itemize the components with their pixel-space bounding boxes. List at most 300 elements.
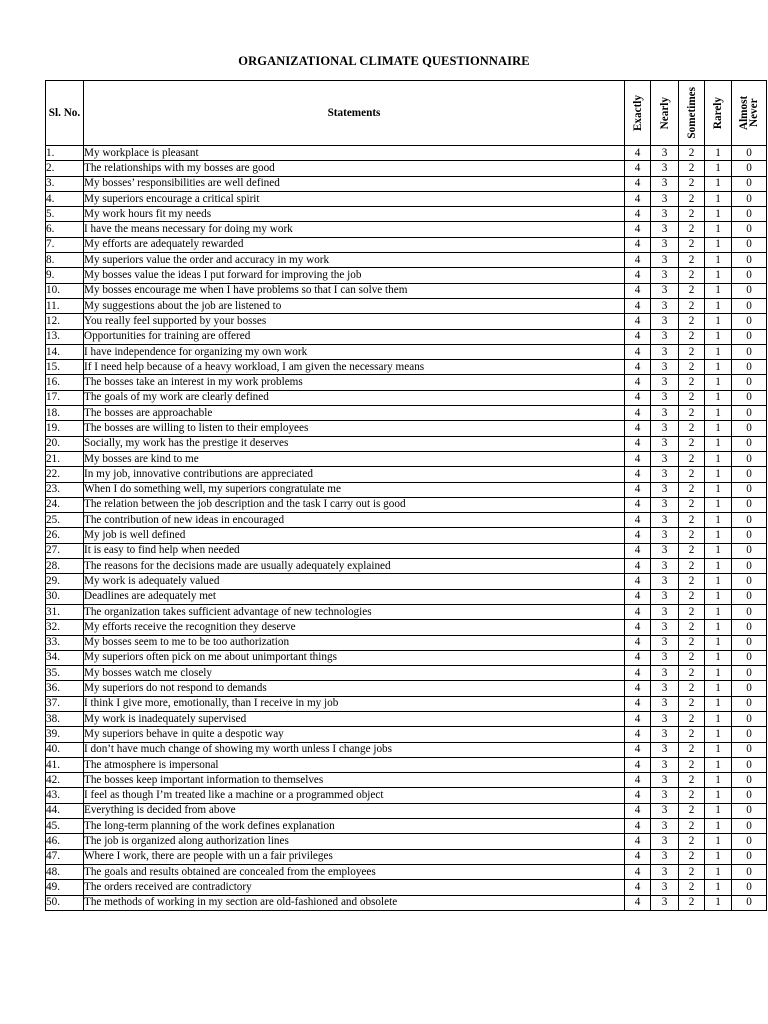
score-almost-never: 0 bbox=[732, 864, 767, 879]
score-sometimes: 2 bbox=[679, 895, 705, 910]
score-almost-never: 0 bbox=[732, 467, 767, 482]
score-rarely: 1 bbox=[705, 681, 732, 696]
table-row bbox=[46, 161, 767, 176]
score-nearly: 3 bbox=[651, 390, 679, 405]
statement-text: Socially, my work has the prestige it deserves bbox=[84, 436, 625, 451]
table-row bbox=[46, 727, 767, 742]
score-nearly: 3 bbox=[651, 482, 679, 497]
table-row bbox=[46, 681, 767, 696]
statement-text: Where I work, there are people with un a fair privileges bbox=[84, 849, 625, 864]
score-nearly: 3 bbox=[651, 191, 679, 206]
statement-text: You really feel supported by your bosses bbox=[84, 314, 625, 329]
score-sometimes: 2 bbox=[679, 283, 705, 298]
row-number: 38. bbox=[46, 711, 84, 726]
score-sometimes: 2 bbox=[679, 696, 705, 711]
option-header-almost-never: Almost Never bbox=[732, 81, 767, 146]
score-almost-never: 0 bbox=[732, 773, 767, 788]
score-rarely: 1 bbox=[705, 161, 732, 176]
statement-text: The bosses are approachable bbox=[84, 406, 625, 421]
statement-text: Everything is decided from above bbox=[84, 803, 625, 818]
row-number: 21. bbox=[46, 451, 84, 466]
score-exactly: 4 bbox=[625, 467, 651, 482]
score-exactly: 4 bbox=[625, 574, 651, 589]
statement-text: I feel as though I’m treated like a machine or a programmed object bbox=[84, 788, 625, 803]
score-sometimes: 2 bbox=[679, 268, 705, 283]
sl-no-header: Sl. No. bbox=[46, 81, 84, 146]
score-rarely: 1 bbox=[705, 513, 732, 528]
score-sometimes: 2 bbox=[679, 834, 705, 849]
statement-text: The atmosphere is impersonal bbox=[84, 757, 625, 772]
score-rarely: 1 bbox=[705, 390, 732, 405]
page-title: ORGANIZATIONAL CLIMATE QUESTIONNAIRE bbox=[238, 54, 530, 68]
score-almost-never: 0 bbox=[732, 635, 767, 650]
row-number: 12. bbox=[46, 314, 84, 329]
score-rarely: 1 bbox=[705, 421, 732, 436]
row-number: 25. bbox=[46, 513, 84, 528]
table-row bbox=[46, 482, 767, 497]
score-sometimes: 2 bbox=[679, 880, 705, 895]
row-number: 28. bbox=[46, 559, 84, 574]
score-almost-never: 0 bbox=[732, 711, 767, 726]
score-sometimes: 2 bbox=[679, 513, 705, 528]
score-rarely: 1 bbox=[705, 880, 732, 895]
row-number: 8. bbox=[46, 253, 84, 268]
score-rarely: 1 bbox=[705, 819, 732, 834]
score-nearly: 3 bbox=[651, 513, 679, 528]
score-nearly: 3 bbox=[651, 773, 679, 788]
score-rarely: 1 bbox=[705, 436, 732, 451]
row-number: 36. bbox=[46, 681, 84, 696]
score-nearly: 3 bbox=[651, 589, 679, 604]
score-nearly: 3 bbox=[651, 161, 679, 176]
score-sometimes: 2 bbox=[679, 589, 705, 604]
score-sometimes: 2 bbox=[679, 788, 705, 803]
score-exactly: 4 bbox=[625, 283, 651, 298]
score-nearly: 3 bbox=[651, 344, 679, 359]
score-almost-never: 0 bbox=[732, 681, 767, 696]
statement-text: Deadlines are adequately met bbox=[84, 589, 625, 604]
row-number: 26. bbox=[46, 528, 84, 543]
score-almost-never: 0 bbox=[732, 849, 767, 864]
score-almost-never: 0 bbox=[732, 742, 767, 757]
row-number: 47. bbox=[46, 849, 84, 864]
score-almost-never: 0 bbox=[732, 666, 767, 681]
score-nearly: 3 bbox=[651, 849, 679, 864]
option-header-exactly: Exactly bbox=[625, 81, 651, 146]
score-almost-never: 0 bbox=[732, 696, 767, 711]
score-sometimes: 2 bbox=[679, 681, 705, 696]
score-exactly: 4 bbox=[625, 696, 651, 711]
score-almost-never: 0 bbox=[732, 834, 767, 849]
row-number: 4. bbox=[46, 191, 84, 206]
row-number: 22. bbox=[46, 467, 84, 482]
score-rarely: 1 bbox=[705, 191, 732, 206]
row-number: 24. bbox=[46, 497, 84, 512]
score-exactly: 4 bbox=[625, 329, 651, 344]
statement-text: I think I give more, emotionally, than I receive in my job bbox=[84, 696, 625, 711]
score-rarely: 1 bbox=[705, 222, 732, 237]
statement-text: When I do something well, my superiors congratulate me bbox=[84, 482, 625, 497]
score-almost-never: 0 bbox=[732, 161, 767, 176]
statement-text: My job is well defined bbox=[84, 528, 625, 543]
score-exactly: 4 bbox=[625, 880, 651, 895]
row-number: 17. bbox=[46, 390, 84, 405]
score-sometimes: 2 bbox=[679, 604, 705, 619]
table-row bbox=[46, 421, 767, 436]
score-rarely: 1 bbox=[705, 237, 732, 252]
score-nearly: 3 bbox=[651, 696, 679, 711]
table-row bbox=[46, 757, 767, 772]
score-sometimes: 2 bbox=[679, 406, 705, 421]
score-rarely: 1 bbox=[705, 742, 732, 757]
score-almost-never: 0 bbox=[732, 513, 767, 528]
score-sometimes: 2 bbox=[679, 497, 705, 512]
row-number: 16. bbox=[46, 375, 84, 390]
statement-text: In my job, innovative contributions are appreciated bbox=[84, 467, 625, 482]
score-almost-never: 0 bbox=[732, 344, 767, 359]
score-sometimes: 2 bbox=[679, 222, 705, 237]
row-number: 33. bbox=[46, 635, 84, 650]
score-sometimes: 2 bbox=[679, 528, 705, 543]
score-exactly: 4 bbox=[625, 834, 651, 849]
score-rarely: 1 bbox=[705, 666, 732, 681]
score-almost-never: 0 bbox=[732, 375, 767, 390]
table-row bbox=[46, 467, 767, 482]
score-exactly: 4 bbox=[625, 298, 651, 313]
score-sometimes: 2 bbox=[679, 161, 705, 176]
table-row bbox=[46, 207, 767, 222]
score-nearly: 3 bbox=[651, 283, 679, 298]
row-number: 43. bbox=[46, 788, 84, 803]
score-rarely: 1 bbox=[705, 406, 732, 421]
table-row bbox=[46, 559, 767, 574]
row-number: 32. bbox=[46, 620, 84, 635]
score-exactly: 4 bbox=[625, 161, 651, 176]
score-exactly: 4 bbox=[625, 451, 651, 466]
score-sometimes: 2 bbox=[679, 390, 705, 405]
score-sometimes: 2 bbox=[679, 436, 705, 451]
table-row bbox=[46, 283, 767, 298]
table-row bbox=[46, 237, 767, 252]
row-number: 9. bbox=[46, 268, 84, 283]
score-nearly: 3 bbox=[651, 298, 679, 313]
score-rarely: 1 bbox=[705, 589, 732, 604]
score-rarely: 1 bbox=[705, 298, 732, 313]
score-sometimes: 2 bbox=[679, 375, 705, 390]
score-nearly: 3 bbox=[651, 222, 679, 237]
score-rarely: 1 bbox=[705, 497, 732, 512]
score-exactly: 4 bbox=[625, 482, 651, 497]
statement-text: My bosses seem to me to be too authorization bbox=[84, 635, 625, 650]
table-row bbox=[46, 788, 767, 803]
score-nearly: 3 bbox=[651, 604, 679, 619]
score-sometimes: 2 bbox=[679, 237, 705, 252]
score-exactly: 4 bbox=[625, 222, 651, 237]
score-nearly: 3 bbox=[651, 268, 679, 283]
table-row bbox=[46, 528, 767, 543]
score-rarely: 1 bbox=[705, 803, 732, 818]
score-nearly: 3 bbox=[651, 574, 679, 589]
table-row bbox=[46, 650, 767, 665]
statement-text: The relation between the job description and the task I carry out is good bbox=[84, 497, 625, 512]
score-sometimes: 2 bbox=[679, 650, 705, 665]
score-rarely: 1 bbox=[705, 207, 732, 222]
score-sometimes: 2 bbox=[679, 360, 705, 375]
row-number: 30. bbox=[46, 589, 84, 604]
option-header-rarely: Rarely bbox=[705, 81, 732, 146]
statement-text: The contribution of new ideas in encouraged bbox=[84, 513, 625, 528]
score-nearly: 3 bbox=[651, 543, 679, 558]
score-nearly: 3 bbox=[651, 253, 679, 268]
score-nearly: 3 bbox=[651, 819, 679, 834]
score-sometimes: 2 bbox=[679, 482, 705, 497]
row-number: 18. bbox=[46, 406, 84, 421]
score-rarely: 1 bbox=[705, 574, 732, 589]
score-almost-never: 0 bbox=[732, 757, 767, 772]
score-almost-never: 0 bbox=[732, 497, 767, 512]
score-exactly: 4 bbox=[625, 191, 651, 206]
score-rarely: 1 bbox=[705, 268, 732, 283]
score-almost-never: 0 bbox=[732, 895, 767, 910]
score-sometimes: 2 bbox=[679, 467, 705, 482]
score-exactly: 4 bbox=[625, 268, 651, 283]
score-nearly: 3 bbox=[651, 880, 679, 895]
table-row bbox=[46, 711, 767, 726]
row-number: 31. bbox=[46, 604, 84, 619]
option-header-nearly: Nearly bbox=[651, 81, 679, 146]
table-row bbox=[46, 635, 767, 650]
score-rarely: 1 bbox=[705, 604, 732, 619]
score-exactly: 4 bbox=[625, 559, 651, 574]
score-sometimes: 2 bbox=[679, 298, 705, 313]
row-number: 41. bbox=[46, 757, 84, 772]
table-row bbox=[46, 436, 767, 451]
score-almost-never: 0 bbox=[732, 222, 767, 237]
table-row bbox=[46, 360, 767, 375]
score-exactly: 4 bbox=[625, 681, 651, 696]
table-row bbox=[46, 191, 767, 206]
row-number: 50. bbox=[46, 895, 84, 910]
table-row bbox=[46, 253, 767, 268]
score-exactly: 4 bbox=[625, 604, 651, 619]
statement-text: The goals of my work are clearly defined bbox=[84, 390, 625, 405]
score-nearly: 3 bbox=[651, 421, 679, 436]
table-row bbox=[46, 696, 767, 711]
score-rarely: 1 bbox=[705, 559, 732, 574]
score-almost-never: 0 bbox=[732, 314, 767, 329]
score-sometimes: 2 bbox=[679, 329, 705, 344]
score-rarely: 1 bbox=[705, 451, 732, 466]
score-nearly: 3 bbox=[651, 207, 679, 222]
score-rarely: 1 bbox=[705, 650, 732, 665]
score-nearly: 3 bbox=[651, 727, 679, 742]
table-row bbox=[46, 146, 767, 161]
table-row bbox=[46, 222, 767, 237]
score-nearly: 3 bbox=[651, 681, 679, 696]
score-exactly: 4 bbox=[625, 666, 651, 681]
score-almost-never: 0 bbox=[732, 283, 767, 298]
score-nearly: 3 bbox=[651, 528, 679, 543]
score-almost-never: 0 bbox=[732, 559, 767, 574]
table-row bbox=[46, 543, 767, 558]
statement-text: My bosses are kind to me bbox=[84, 451, 625, 466]
score-almost-never: 0 bbox=[732, 727, 767, 742]
score-almost-never: 0 bbox=[732, 298, 767, 313]
row-number: 2. bbox=[46, 161, 84, 176]
table-row bbox=[46, 329, 767, 344]
score-nearly: 3 bbox=[651, 436, 679, 451]
score-sometimes: 2 bbox=[679, 559, 705, 574]
score-rarely: 1 bbox=[705, 773, 732, 788]
table-row bbox=[46, 803, 767, 818]
score-sometimes: 2 bbox=[679, 421, 705, 436]
score-almost-never: 0 bbox=[732, 237, 767, 252]
row-number: 37. bbox=[46, 696, 84, 711]
score-almost-never: 0 bbox=[732, 604, 767, 619]
score-sometimes: 2 bbox=[679, 773, 705, 788]
score-rarely: 1 bbox=[705, 711, 732, 726]
statement-text: My bosses value the ideas I put forward for improving the job bbox=[84, 268, 625, 283]
score-nearly: 3 bbox=[651, 864, 679, 879]
score-almost-never: 0 bbox=[732, 528, 767, 543]
table-row bbox=[46, 574, 767, 589]
score-exactly: 4 bbox=[625, 742, 651, 757]
score-exactly: 4 bbox=[625, 390, 651, 405]
score-nearly: 3 bbox=[651, 711, 679, 726]
score-nearly: 3 bbox=[651, 788, 679, 803]
score-almost-never: 0 bbox=[732, 360, 767, 375]
row-number: 19. bbox=[46, 421, 84, 436]
score-almost-never: 0 bbox=[732, 543, 767, 558]
score-exactly: 4 bbox=[625, 176, 651, 191]
score-rarely: 1 bbox=[705, 467, 732, 482]
score-sometimes: 2 bbox=[679, 666, 705, 681]
statement-text: The methods of working in my section are old-fashioned and obsolete bbox=[84, 895, 625, 910]
row-number: 29. bbox=[46, 574, 84, 589]
score-almost-never: 0 bbox=[732, 803, 767, 818]
statements-header: Statements bbox=[84, 81, 625, 146]
statement-text: My superiors encourage a critical spirit bbox=[84, 191, 625, 206]
score-rarely: 1 bbox=[705, 788, 732, 803]
score-exactly: 4 bbox=[625, 635, 651, 650]
score-nearly: 3 bbox=[651, 237, 679, 252]
statement-text: It is easy to find help when needed bbox=[84, 543, 625, 558]
score-rarely: 1 bbox=[705, 146, 732, 161]
score-exactly: 4 bbox=[625, 513, 651, 528]
statement-text: My efforts are adequately rewarded bbox=[84, 237, 625, 252]
row-number: 49. bbox=[46, 880, 84, 895]
score-rarely: 1 bbox=[705, 543, 732, 558]
score-exactly: 4 bbox=[625, 497, 651, 512]
table-row bbox=[46, 895, 767, 910]
table-row bbox=[46, 604, 767, 619]
row-number: 5. bbox=[46, 207, 84, 222]
statement-text: My superiors often pick on me about unimportant things bbox=[84, 650, 625, 665]
score-sometimes: 2 bbox=[679, 819, 705, 834]
row-number: 6. bbox=[46, 222, 84, 237]
score-almost-never: 0 bbox=[732, 176, 767, 191]
score-nearly: 3 bbox=[651, 559, 679, 574]
score-sometimes: 2 bbox=[679, 864, 705, 879]
row-number: 27. bbox=[46, 543, 84, 558]
statement-text: My superiors behave in quite a despotic way bbox=[84, 727, 625, 742]
score-almost-never: 0 bbox=[732, 880, 767, 895]
row-number: 48. bbox=[46, 864, 84, 879]
row-number: 10. bbox=[46, 283, 84, 298]
table-row bbox=[46, 344, 767, 359]
score-nearly: 3 bbox=[651, 467, 679, 482]
statement-text: My efforts receive the recognition they deserve bbox=[84, 620, 625, 635]
score-nearly: 3 bbox=[651, 742, 679, 757]
score-exactly: 4 bbox=[625, 421, 651, 436]
score-exactly: 4 bbox=[625, 436, 651, 451]
row-number: 34. bbox=[46, 650, 84, 665]
option-header-sometimes: Sometimes bbox=[679, 81, 705, 146]
score-almost-never: 0 bbox=[732, 451, 767, 466]
score-sometimes: 2 bbox=[679, 727, 705, 742]
table-row bbox=[46, 314, 767, 329]
score-sometimes: 2 bbox=[679, 574, 705, 589]
score-exactly: 4 bbox=[625, 788, 651, 803]
score-rarely: 1 bbox=[705, 176, 732, 191]
statement-text: The goals and results obtained are concealed from the employees bbox=[84, 864, 625, 879]
statement-text: The bosses are willing to listen to their employees bbox=[84, 421, 625, 436]
statement-text: My superiors value the order and accuracy in my work bbox=[84, 253, 625, 268]
statement-text: Opportunities for training are offered bbox=[84, 329, 625, 344]
score-exactly: 4 bbox=[625, 406, 651, 421]
score-nearly: 3 bbox=[651, 895, 679, 910]
score-rarely: 1 bbox=[705, 375, 732, 390]
table-row bbox=[46, 497, 767, 512]
row-number: 3. bbox=[46, 176, 84, 191]
score-almost-never: 0 bbox=[732, 421, 767, 436]
score-rarely: 1 bbox=[705, 834, 732, 849]
table-row bbox=[46, 176, 767, 191]
score-rarely: 1 bbox=[705, 620, 732, 635]
score-sometimes: 2 bbox=[679, 344, 705, 359]
score-almost-never: 0 bbox=[732, 788, 767, 803]
score-sometimes: 2 bbox=[679, 191, 705, 206]
table-row bbox=[46, 390, 767, 405]
score-exactly: 4 bbox=[625, 757, 651, 772]
score-rarely: 1 bbox=[705, 895, 732, 910]
table-row bbox=[46, 620, 767, 635]
score-exactly: 4 bbox=[625, 375, 651, 390]
score-exactly: 4 bbox=[625, 344, 651, 359]
score-almost-never: 0 bbox=[732, 268, 767, 283]
score-rarely: 1 bbox=[705, 283, 732, 298]
score-almost-never: 0 bbox=[732, 819, 767, 834]
score-rarely: 1 bbox=[705, 344, 732, 359]
row-number: 1. bbox=[46, 146, 84, 161]
score-rarely: 1 bbox=[705, 864, 732, 879]
score-exactly: 4 bbox=[625, 543, 651, 558]
statement-text: My bosses’ responsibilities are well defined bbox=[84, 176, 625, 191]
score-almost-never: 0 bbox=[732, 146, 767, 161]
score-sometimes: 2 bbox=[679, 620, 705, 635]
score-nearly: 3 bbox=[651, 451, 679, 466]
row-number: 7. bbox=[46, 237, 84, 252]
score-sometimes: 2 bbox=[679, 207, 705, 222]
row-number: 45. bbox=[46, 819, 84, 834]
statement-text: If I need help because of a heavy workload, I am given the necessary means bbox=[84, 360, 625, 375]
score-nearly: 3 bbox=[651, 650, 679, 665]
score-almost-never: 0 bbox=[732, 191, 767, 206]
statement-text: I don’t have much change of showing my worth unless I change jobs bbox=[84, 742, 625, 757]
score-almost-never: 0 bbox=[732, 482, 767, 497]
statement-text: I have the means necessary for doing my work bbox=[84, 222, 625, 237]
score-almost-never: 0 bbox=[732, 406, 767, 421]
